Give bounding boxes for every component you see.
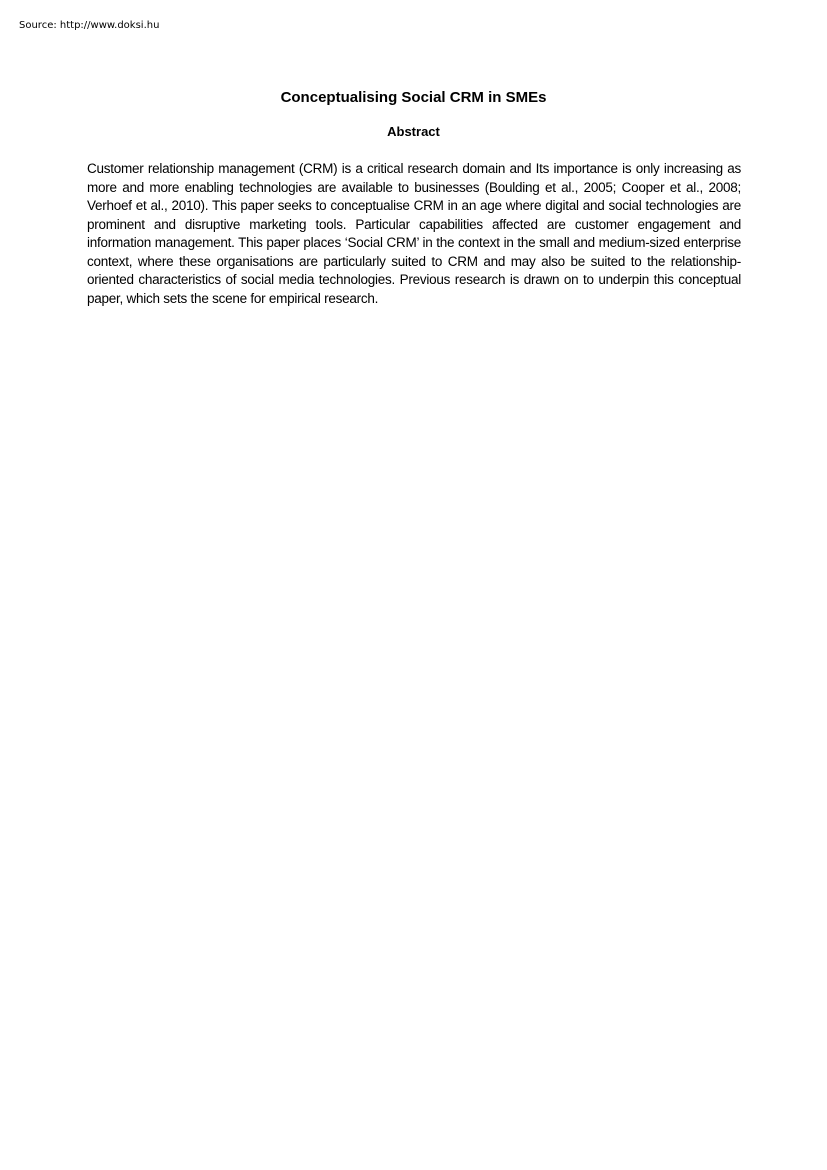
abstract-heading: Abstract	[387, 124, 440, 139]
source-line: Source: http://www.doksi.hu	[19, 20, 160, 31]
abstract-paragraph: Customer relationship management (CRM) is a critical research domain and Its importance is only increasing as more and more enabling technologies are available to businesses (Boulding et al., 2005; Cooper et al., 2008; Verhoef et al., 2010). This paper seeks to conceptualise CRM in an age where digital and social technologies are prominent and disruptive marketing tools. Particular capabilities affected are customer engagement and information management. This paper places ‘Social CRM’ in the context in the small and medium-sized enterprise context, where these organisations are particularly suited to CRM and may also be suited to the relationship-oriented characteristics of social media technologies. Previous research is drawn on to underpin this conceptual paper, which sets the scene for empirical research.	[87, 161, 741, 306]
paper-title: Conceptualising Social CRM in SMEs	[280, 89, 547, 106]
